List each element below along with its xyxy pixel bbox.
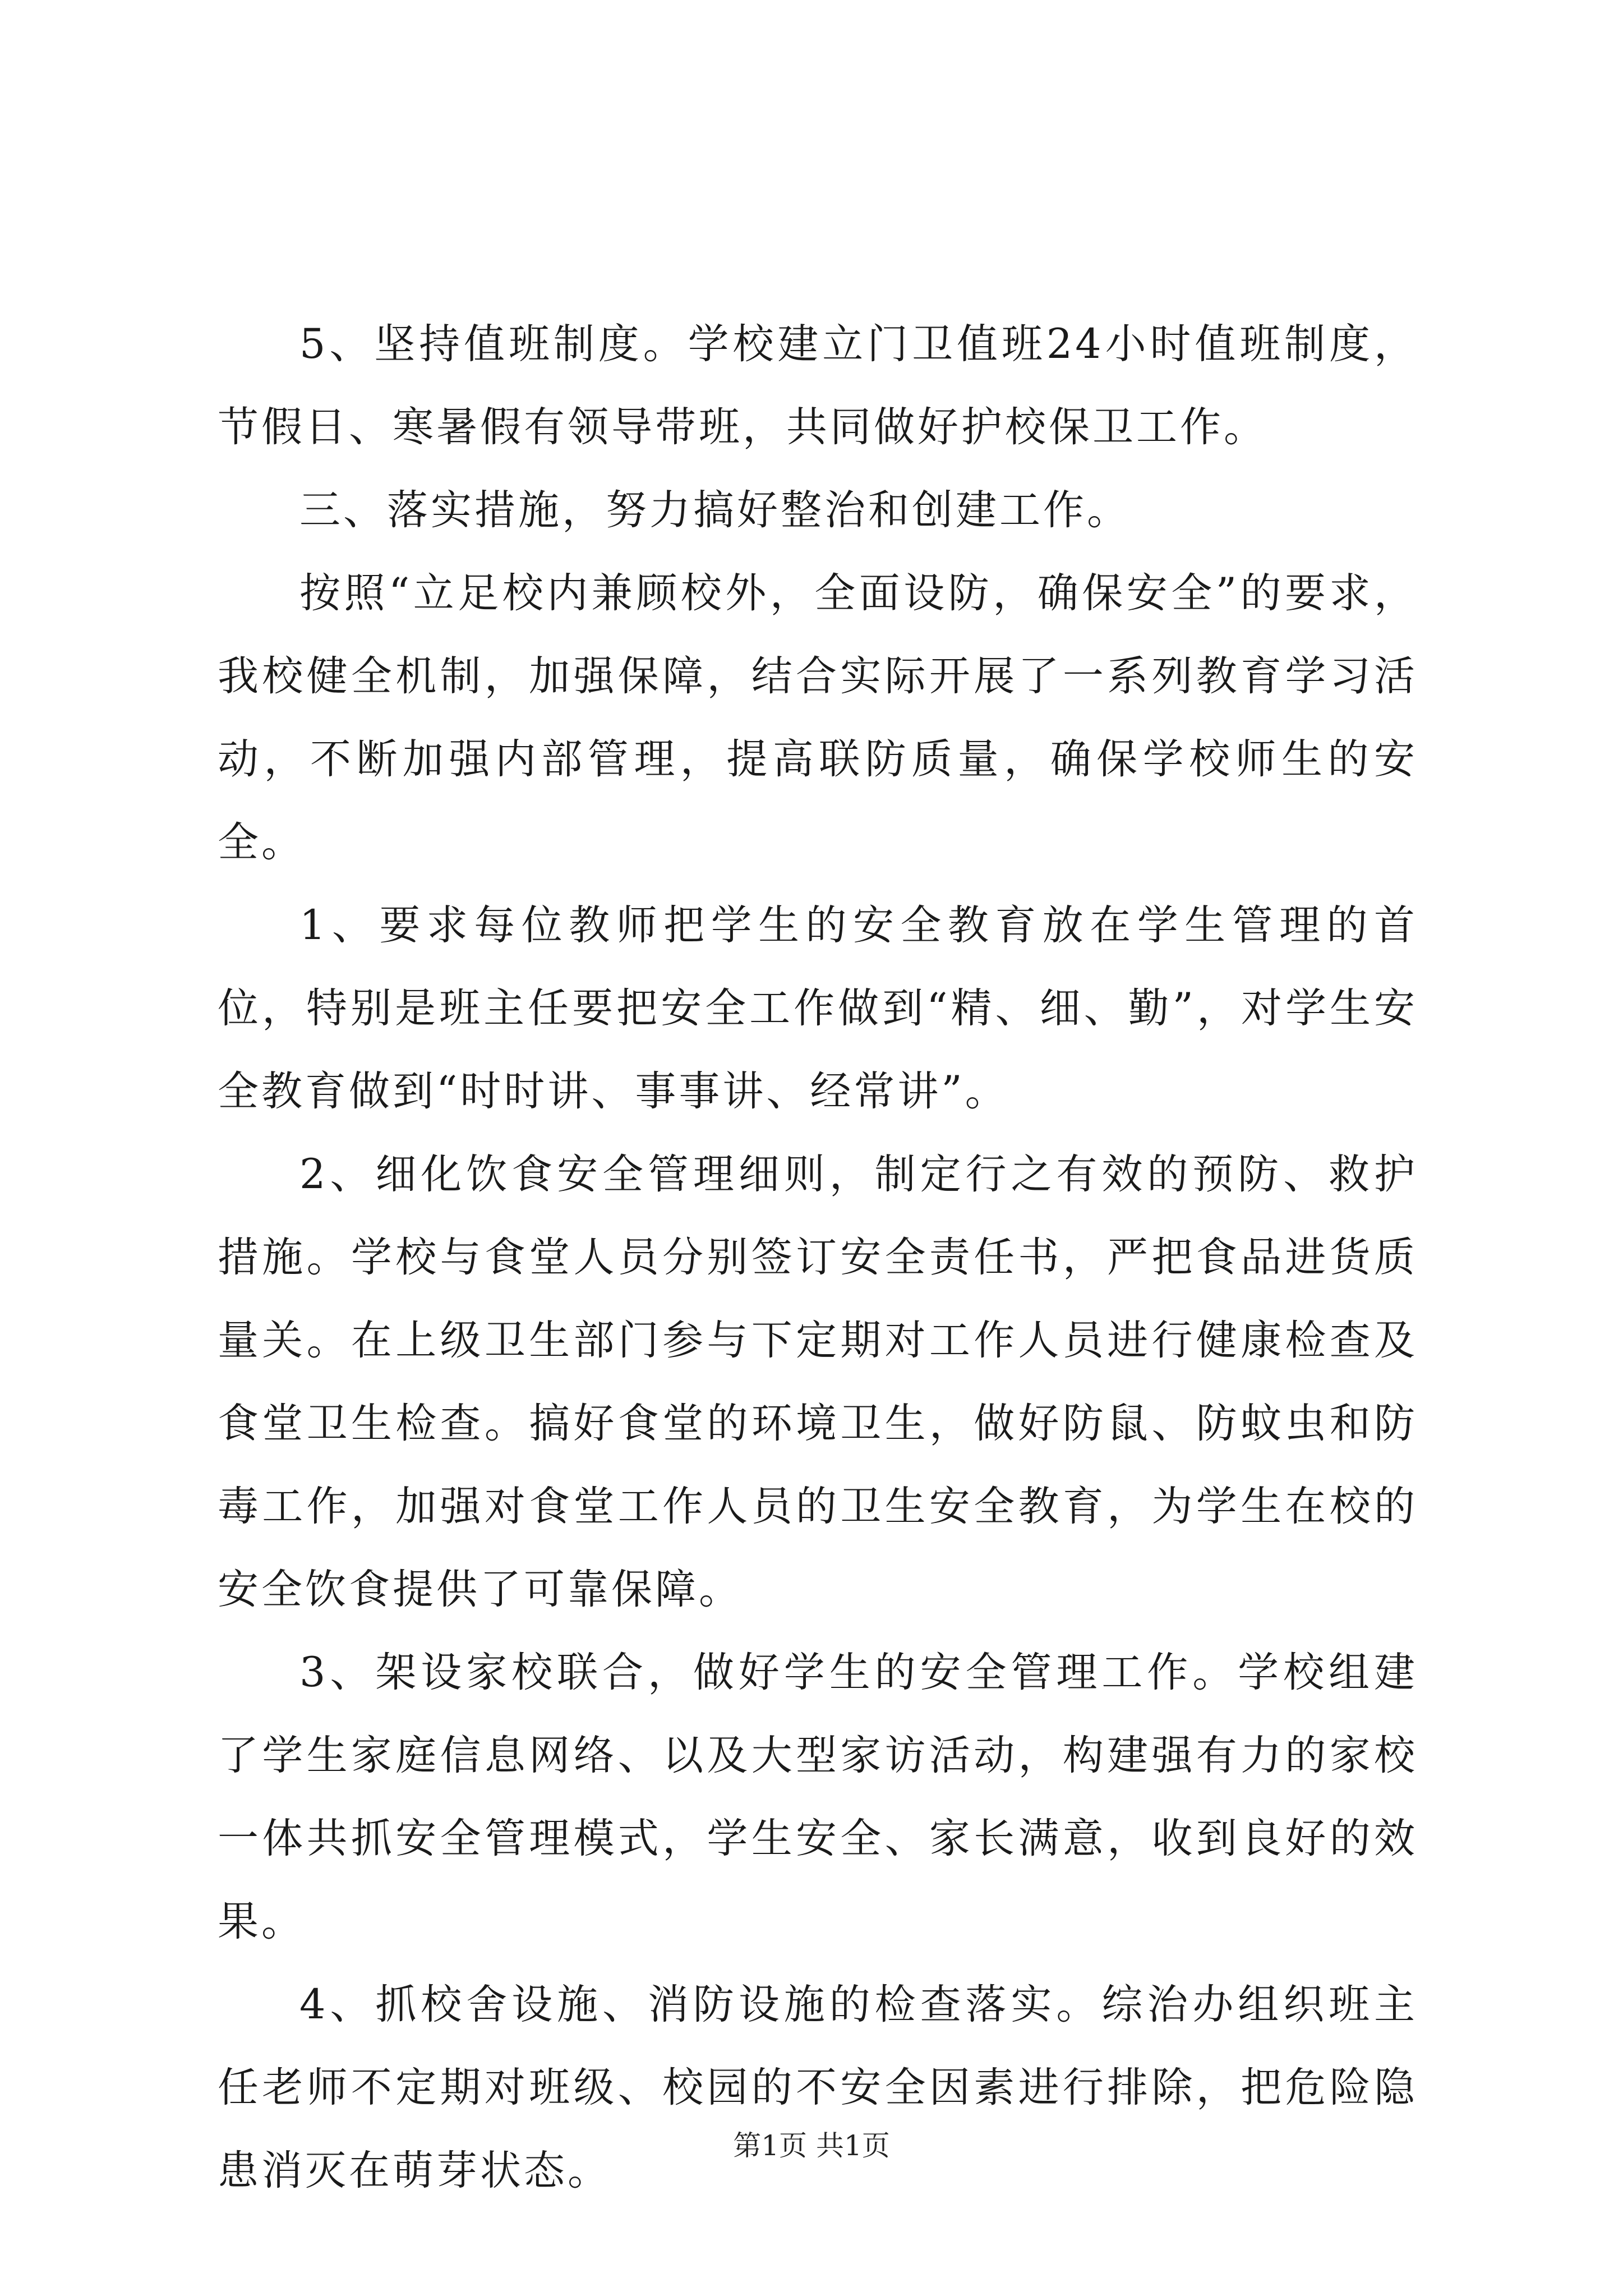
paragraph-duty-system: 5、坚持值班制度。学校建立门卫值班24小时值班制度，节假日、寒暑假有领导带班，共同做好护校保卫工作。 bbox=[218, 320, 1418, 451]
paragraph-item-1: 1、要求每位教师把学生的安全教育放在学生管理的首位，特别是班主任要把安全工作做到“精、细、勤”，对学生安全教育做到“时时讲、事事讲、经常讲”。 bbox=[218, 901, 1418, 1115]
paragraph-item-4: 4、抓校舍设施、消防设施的检查落实。综治办组织班主任老师不定期对班级、校园的不安全因素进行排除，把危险隐患消灭在萌芽状态。 bbox=[218, 1981, 1418, 2194]
paragraph-item-2: 2、细化饮食安全管理细则，制定行之有效的预防、救护措施。学校与食堂人员分别签订安全责任书，严把食品进货质量关。在上级卫生部门参与下定期对工作人员进行健康检查及食堂卫生检查。搞好食堂的环境卫生，做好防鼠、防蚊虫和防毒工作，加强对食堂工作人员的卫生安全教育，为学生在校的安全饮食提供了可靠保障。 bbox=[218, 1151, 1418, 1613]
document-body bbox=[218, 303, 1418, 2212]
paragraph-requirements: 按照“立足校内兼顾校外，全面设防，确保安全”的要求，我校健全机制，加强保障，结合实际开展了一系列教育学习活动，不断加强内部管理，提高联防质量，确保学校师生的安全。 bbox=[218, 569, 1418, 866]
page-number-footer: 第1页 共1页 bbox=[733, 2129, 890, 2162]
paragraph-section-three-heading: 三、落实措施，努力搞好整治和创建工作。 bbox=[299, 486, 1131, 534]
paragraph-item-3: 3、架设家校联合，做好学生的安全管理工作。学校组建了学生家庭信息网络、以及大型家访活动，构建强有力的家校一体共抓安全管理模式，学生安全、家长满意，收到良好的效果。 bbox=[218, 1649, 1418, 1945]
